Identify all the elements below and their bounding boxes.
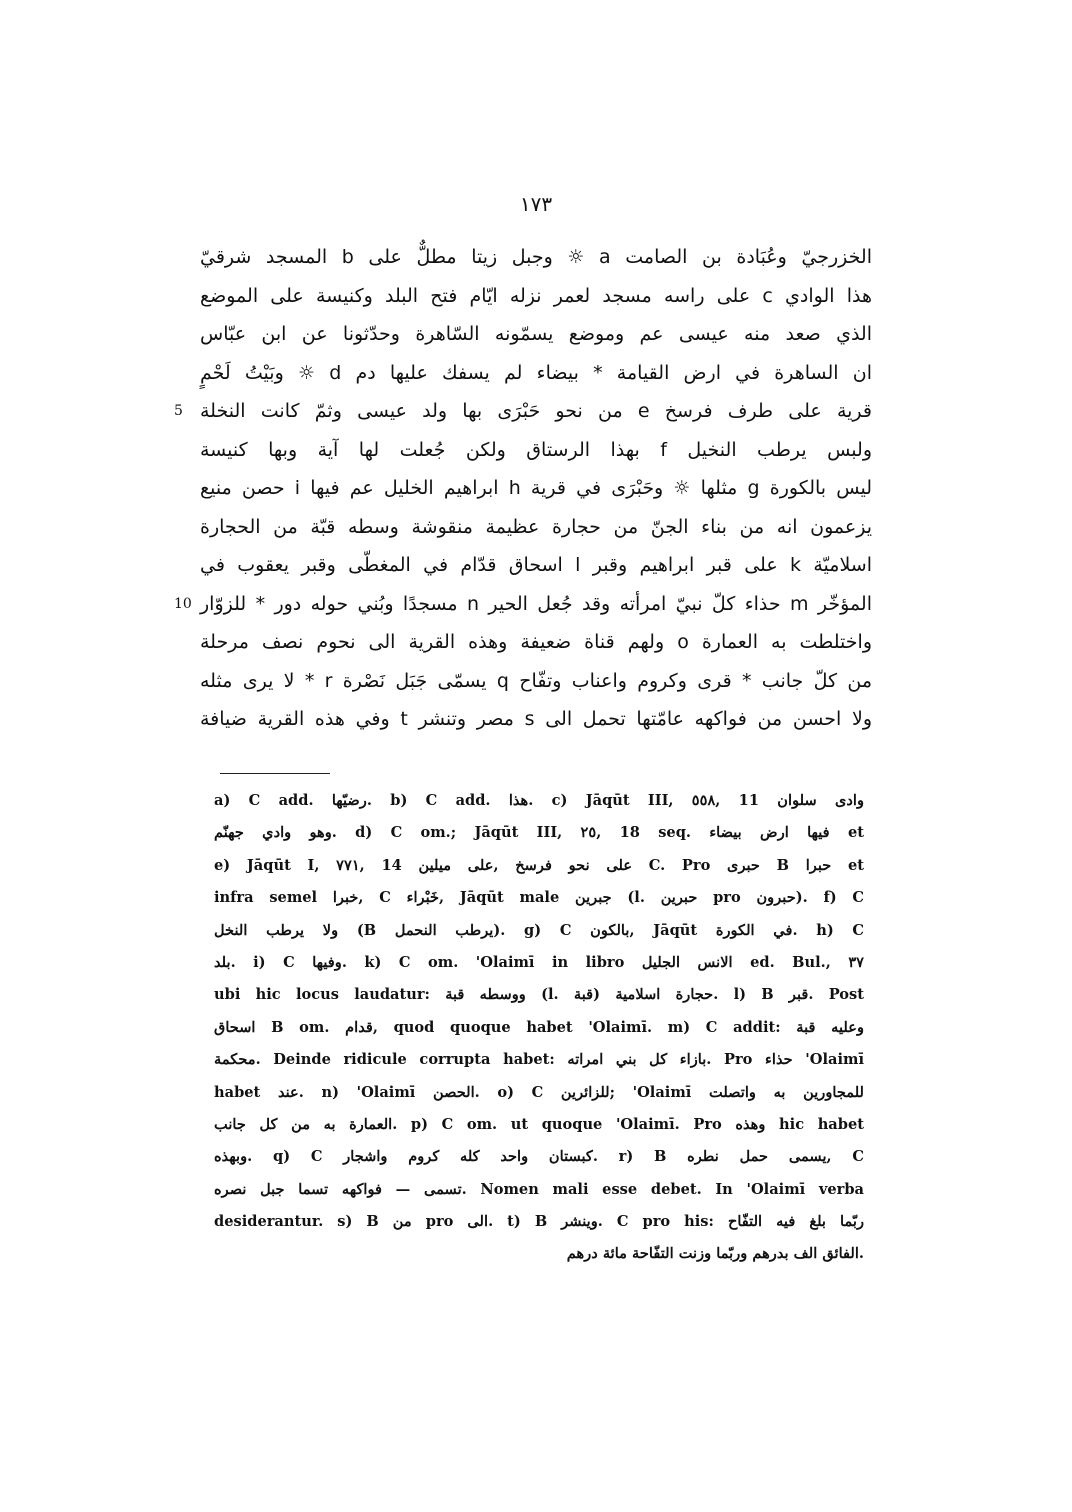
footnote-line: ولا يرطب النخل (B يرطب النحمل). g) C بالكون, Jāqūt في الكورة. h) C [214,921,865,939]
footnotes [214,785,864,1271]
text-line [174,392,872,431]
line-text: واختلطت به العمارة o ولهم قناة ضعيفة وهذه القرية الى نحوم نصف مرحلة [200,631,872,653]
text-line [200,277,872,316]
footnote-line: وبهذه. q) C كبستان واحد كله كروم واشجار. r) B يسمى حمل نطره, C [214,1148,864,1166]
line-text: هذا الوادي c على راسه مسجد لعمر نزله ايّام فتح البلد وكنيسة على الموضع [200,284,872,307]
text-line [200,508,872,547]
footnote-line: desiderantur. s) B من pro الى. t) B وينشر. C pro his: ربّما بلغ فيه التفّاح [214,1213,864,1231]
footnote-line: العمارة به من كل جانب. p) C om. ut quoque 'Olaimī. Pro وهذه hic habet [214,1115,864,1133]
footnote-line: تسمى — فواكهه تسما جبل نصره. Nomen mali esse debet. In 'Olaimī verba [214,1180,864,1198]
line-text: المؤخّر m حذاء كلّ نبيّ امرأته وقد جُعل الحير n مسجدًا وبُني حوله دور * للزوّار [200,592,872,615]
page-number: ۱۷۳ [519,192,553,216]
footnote-line: e) Jāqūt I, ٧٧١, 14 على نحو فرسخ ,على ميلين C. Pro حبرى B حبرا et [214,856,865,874]
line-text: ان الساهرة في ارض القيامة * بيضاء لم يسفك عليها دم d ☼ وبَيْتُ لَحْمٍ [200,361,872,384]
line-text: ولبس يرطب النخيل f بهذا الرستاق ولكن جُعلت لها آية وبها كنيسة [200,438,872,461]
line-text: الخزرجيّ وعُبَادة بن الصامت a ☼ وجبل زيتا مطلٌّ على b المسجد شرقيّ [200,246,872,268]
line-text: ولا احسن من فواكهه عامّتها تحمل الى s مصر وتنشر t وفي هذه القرية ضيافة [200,708,872,730]
footnote-line: الفائق الف بدرهم وربّما وزنت التفّاحة مائة درهم. [566,1245,864,1263]
line-text: من كلّ جانب * قرى وكروم واعناب وتفّاح q يسمّى جَبَل نَصْرة r * لا يرى مثله [200,669,872,692]
footnote-divider [220,773,330,774]
text-line [200,431,872,470]
text-line [174,585,872,624]
text-line [200,546,872,585]
line-text: قرية على طرف فرسخ e من نحو حَبْرَى بها ولد عيسى وثمّ كانت النخلة [200,400,872,422]
footnote-line: a) C add. رضيّها. b) C add. هذا. c) Jāqūt III, ٥٥٨, 11 وادى سلوان [214,792,864,809]
line-text: ليس بالكورة g مثلها ☼ وحَبْرَى في قرية h ابراهيم الخليل عم فيها i حصن منيع [200,477,872,499]
text-line [200,354,872,393]
footnote-line: ubi hic locus laudatur: ووسطه قبة (l. قبة) حجارة اسلامية. l) B قبر. Post [214,986,864,1004]
footnote-line: محكمة. Deinde ridicule corrupta habet: بازاء كل بني امراته. Pro حذاء 'Olaimī [214,1051,864,1069]
main-arabic-text [174,238,872,739]
text-line [200,662,872,701]
line-text: اسلاميّة k على قبر ابراهيم وقبر l اسحاق قدّام في المغطّى وقبر يعقوب في [200,554,872,576]
footnote-line: بلد. i) C وفيها. k) C om. 'Olaimī in libro الانس الجليل ed. Bul., ٣٧ [214,953,864,971]
line-text: يزعمون انه من بناء الجنّ من حجارة عظيمة منقوشة وسطه قبّة من الحجارة [200,515,872,538]
line-number: 10 [174,595,192,612]
text-line [200,623,872,662]
footnote-line: اسحاق B om. قدام, quod quoque habet 'Olaimī. m) C addit: وعليه قبة [214,1018,864,1036]
footnote-line: infra semel خبرا, C خَبْراء, Jāqūt male جبرين (l. حبرين pro حبرون). f) C [214,889,865,907]
line-number: 5 [174,403,183,419]
footnote-line: habet عند. n) 'Olaimī الحصن. o) C للزائرين; 'Olaimī للمجاورين به واتصلت [214,1083,864,1101]
line-text: الذي صعد منه عيسى عم وموضع يسمّونه السّاهرة وحدّثونا عن ابن عبّاس [200,323,872,345]
footnote-line: وهو وادي جهنّم. d) C om.; Jāqūt III, ٢٥, 18 seq. فيها ارض بيضاء et [214,824,864,842]
text-line [200,469,872,508]
text-line [200,238,872,277]
text-line [200,315,872,354]
text-line [200,700,872,739]
